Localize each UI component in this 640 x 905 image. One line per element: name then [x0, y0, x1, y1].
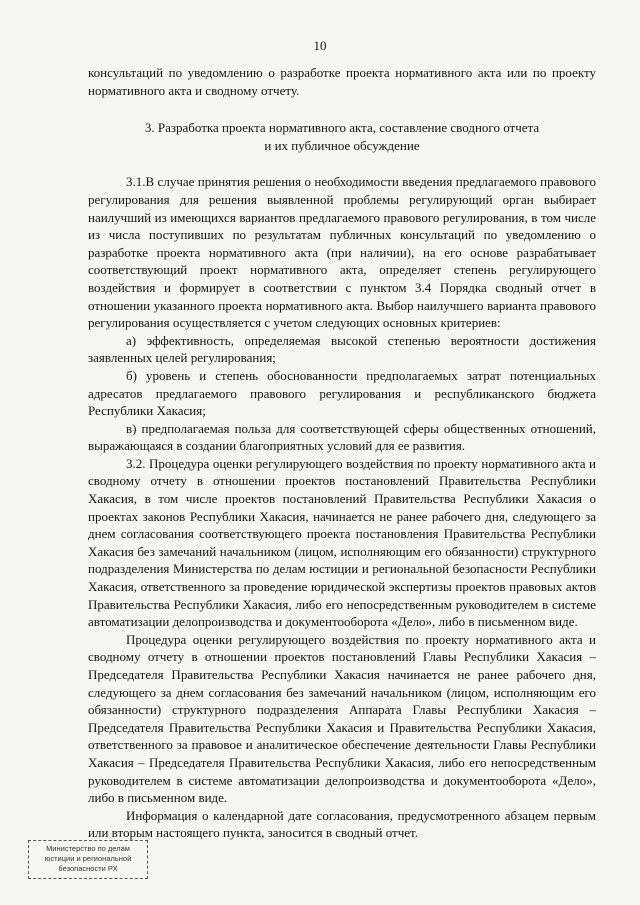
paragraph-3-1: 3.1.В случае принятия решения о необходимости введения предлагаемого правового регулирования для решения выявленной проблемы регулирующий орган выбирает наилучший из имеющихся вариантов предлагаемого правового регулирования, в том числе из числа поступивших по результатам публичных консультаций по уведомлению о разработке проекта нормативного акта (при наличии), на его основе разрабатывает соответствующий проект нормативного акта, определяет степень регулирующего воздействия и формирует в соответствии с пунктом 3.4 Порядка сводный отчет в отношении указанного проекта нормативного акта. Выбор наилучшего варианта правового регулирования осуществляется с учетом следующих основных критериев:	[88, 174, 596, 331]
section-heading-line-2: и их публичное обсуждение	[264, 137, 420, 153]
document-body	[88, 64, 596, 842]
paragraph-procedure-head: Процедура оценки регулирующего воздействия по проекту нормативного акта и сводному отчету в отношении проектов постановлений Главы Республики Хакасия – Председателя Правительства Республики Хакасия начинается не ранее рабочего дня, следующего за днем согласования без замечаний начальником (лицом, исполняющим его обязанности) структурного подразделения Аппарата Главы Республики Хакасия – Председателя Правительства Республики Хакасия и Правительства Республики Хакасия, ответственного за правовое и аналитическое обеспечение деятельности Главы Республики Хакасия – Председателя Правительства Республики Хакасия, либо его непосредственным руководителем в системе автоматизации делопроизводства и документооборота «Дело», либо в письменном виде.	[88, 631, 596, 806]
criterion-c: в) предполагаемая польза для соответствующей сферы общественных отношений, выражающаяся в создании благоприятных условий для ее развития.	[88, 420, 596, 454]
paragraph-approval-date: Информация о календарной дате согласования, предусмотренного абзацем первым или вторым настоящего пункта, заносится в сводный отчет.	[88, 807, 596, 841]
section-heading	[88, 119, 596, 154]
criterion-b: б) уровень и степень обоснованности предполагаемых затрат потенциальных адресатов предлагаемого правового регулирования и республиканского бюджета Республики Хакасия;	[88, 367, 596, 419]
stamp-line-1: Министерство по делам	[46, 844, 130, 853]
stamp-line-3: безопасности РХ	[58, 864, 118, 873]
ministry-stamp	[28, 840, 148, 879]
paragraph-continuation: консультаций по уведомлению о разработке проекта нормативного акта или по проекту нормативного акта и сводному отчету.	[88, 65, 596, 98]
paragraph-3-2: 3.2. Процедура оценки регулирующего воздействия по проекту нормативного акта и сводному отчету в отношении проектов постановлений Правительства Республики Хакасия, в том числе проектов постановлений Правительства Республики Хакасия о проектах законов Республики Хакасия, начинается не ранее рабочего дня, следующего за днем согласования соответствующего проекта постановления Правительства Республики Хакасия без замечаний начальником (лицом, исполняющим его обязанности) структурного подразделения Министерства по делам юстиции и региональной безопасности Республики Хакасия, ответственного за проведение юридической экспертизы проектов правовых актов Правительства Республики Хакасия, либо его непосредственным руководителем в системе автоматизации делопроизводства и документооборота «Дело», либо в письменном виде.	[88, 455, 596, 630]
section-heading-line-1: 3. Разработка проекта нормативного акта, составление сводного отчета	[144, 120, 540, 136]
criterion-a: а) эффективность, определяемая высокой степенью вероятности достижения заявленных целей регулирования;	[88, 332, 596, 366]
page-number: 10	[313, 38, 327, 53]
stamp-line-2: юстиции и региональной	[44, 854, 132, 863]
